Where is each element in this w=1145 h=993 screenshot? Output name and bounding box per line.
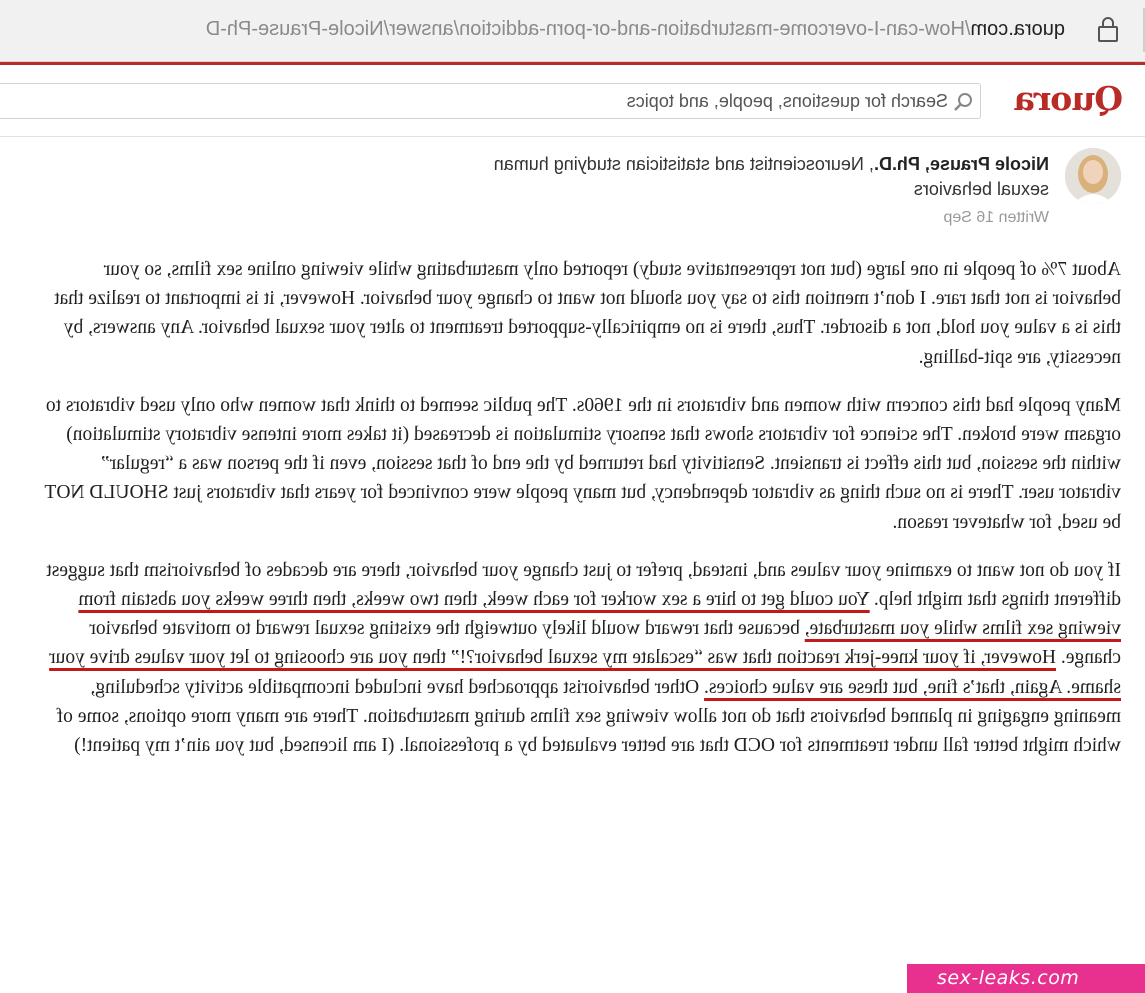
- lock-icon: [1093, 14, 1123, 44]
- search-placeholder: Search for questions, people, and topics: [626, 91, 948, 111]
- page-url[interactable]: [206, 18, 1065, 41]
- watermark-text: sex-leaks.com: [937, 967, 1080, 989]
- paragraph-3-text-c: Other behaviorist approached have included incompatible activity scheduling, meaning engaging in planned behaviors that do not allow viewing sex films during masturbation. There are many more options, some of which might better fall under treatments for OCD that are better evaluated by a professional. (I am licensed, but you ain’t my patient!): [56, 676, 1121, 757]
- address-bar[interactable]: [0, 0, 1145, 62]
- answer-body: [43, 255, 1121, 779]
- author-name[interactable]: Nicole Prause, Ph.D.: [873, 154, 1049, 174]
- answer-paragraph-2: Many people had this concern with women and vibrators in the 1960s. The public seemed to think that women who only used vibrators to orgasm were broken. The science for vibrators shows that sensory stimulation is decreased (it takes more intense vibratory stimulation) within the session, but this effect is transient. Sensitivity had returned by the end of that session, even if the person was a “regular” vibrator user. There is no such thing as vibrator dependency, but many people were convinced for years that vibrators just SHOULD NOT be used, for whatever reason.: [44, 394, 1121, 533]
- watermark: [907, 964, 1145, 993]
- answer-paragraph-1: About 7% of people in one large (but not representative study) reported only masturbating while viewing online sex films, so your behavior is not that rare. I don’t mention this to say you should not want to change your behavior. However, it is important to realize that this is a value you hold, not a disorder. Thus, there is no empirically-supported treatment to alter your sexual behavior. Any answers, by necessity, are spit-balling.: [54, 259, 1121, 368]
- answer-date[interactable]: Written 16 Sep: [943, 209, 1049, 226]
- highlighted-text-1: You could get to hire a sex worker for each week, then two weeks, then three weeks you abstain from viewing sex films while you masturbate,: [78, 589, 1121, 640]
- author-info: [489, 152, 1049, 228]
- search-icon: [952, 91, 974, 113]
- search-input[interactable]: [0, 83, 981, 119]
- author-photo: [1065, 148, 1121, 204]
- quora-logo[interactable]: Quora: [1014, 79, 1123, 118]
- paragraph-3-text-a: If you do not want to examine your values and, instead, prefer to just change your behavior, there are decades of behaviorism that suggest different things that might help.: [46, 559, 1121, 611]
- paragraph-3-text-b: because that reward would likely outweigh the existing sexual reward to motivate behavior change.: [89, 618, 1121, 669]
- url-path: /How-can-I-overcome-masturbation-and-or-porn-addiction/answer/Nicole-Prause-Ph-D: [205, 18, 971, 40]
- author-avatar[interactable]: [1065, 148, 1121, 204]
- site-header: [0, 65, 1145, 137]
- author-credential: , Neuroscientist and statistician studying human sexual behaviors: [493, 154, 1049, 199]
- url-host: quora.com: [970, 18, 1065, 40]
- answer-paragraph-3: [43, 556, 1121, 760]
- highlighted-text-2: However, if your knee-jerk reaction that was “escalate my sexual behavior?!” then you are choosing to let your values drive your shame. Again, that’s fine, but these are value choices.: [49, 647, 1121, 698]
